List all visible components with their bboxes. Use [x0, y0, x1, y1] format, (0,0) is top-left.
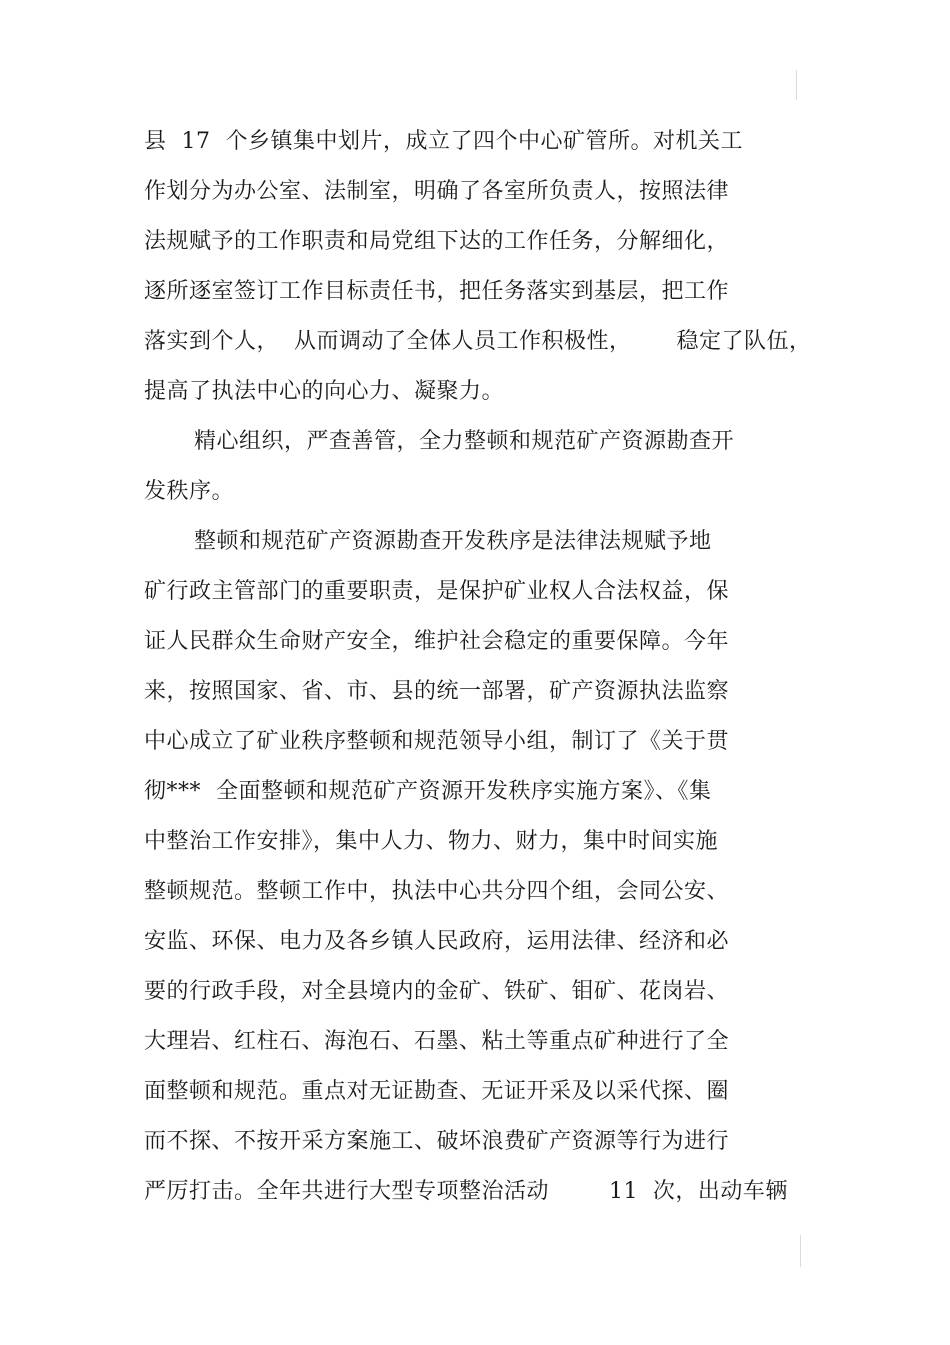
text-line: 矿行政主管部门的重要职责，是保护矿业权人合法权益，保: [144, 579, 730, 604]
bottom-right-margin-mark: [800, 1235, 801, 1267]
text-line: 安监、环保、电力及各乡镇人民政府，运用法律、经济和必: [144, 929, 730, 954]
text-line: 法规赋予的工作职责和局党组下达的工作任务，分解细化，: [144, 229, 730, 254]
text-line: 精心组织，严查善管，全力整顿和规范矿产资源勘查开: [194, 429, 735, 454]
text-line: 作划分为办公室、法制室，明确了各室所负责人，按照法律: [144, 179, 730, 204]
text-line: 来，按照国家、省、市、县的统一部署，矿产资源执法监察: [144, 679, 730, 704]
text-line: 提高了执法中心的向心力、凝聚力。: [144, 379, 505, 404]
text-line: 证人民群众生命财产安全，维护社会稳定的重要保障。今年: [144, 629, 730, 654]
text-line: 发秩序。: [144, 479, 235, 504]
text-line: 彻*** 全面整顿和规范矿产资源开发秩序实施方案》、《集: [144, 779, 712, 804]
text-line: 而不探、不按开采方案施工、破坏浪费矿产资源等行为进行: [144, 1129, 730, 1154]
text-line: 中整治工作安排》，集中人力、物力、财力，集中时间实施: [144, 829, 719, 854]
text-line: 严厉打击。全年共进行大型专项整治活动 11 次，出动车辆: [144, 1179, 788, 1204]
text-line: 中心成立了矿业秩序整顿和规范领导小组，制订了《关于贯: [144, 729, 730, 754]
text-line: 逐所逐室签订工作目标责任书，把任务落实到基层，把工作: [144, 279, 730, 304]
text-line: 面整顿和规范。重点对无证勘查、无证开采及以采代探、圈: [144, 1079, 730, 1104]
top-right-margin-mark: [796, 70, 797, 100]
text-line: 县 17 个乡镇集中划片，成立了四个中心矿管所。对机关工: [144, 129, 743, 154]
text-line: 整顿规范。整顿工作中，执法中心共分四个组，会同公安、: [144, 879, 730, 904]
text-line: 大理岩、红柱石、海泡石、石墨、粘土等重点矿种进行了全: [144, 1029, 730, 1054]
text-line: 落实到个人， 从而调动了全体人员工作积极性， 稳定了队伍，: [144, 329, 812, 354]
text-line: 要的行政手段，对全县境内的金矿、铁矿、钼矿、花岗岩、: [144, 979, 730, 1004]
text-line: 整顿和规范矿产资源勘查开发秩序是法律法规赋予地: [194, 529, 712, 554]
